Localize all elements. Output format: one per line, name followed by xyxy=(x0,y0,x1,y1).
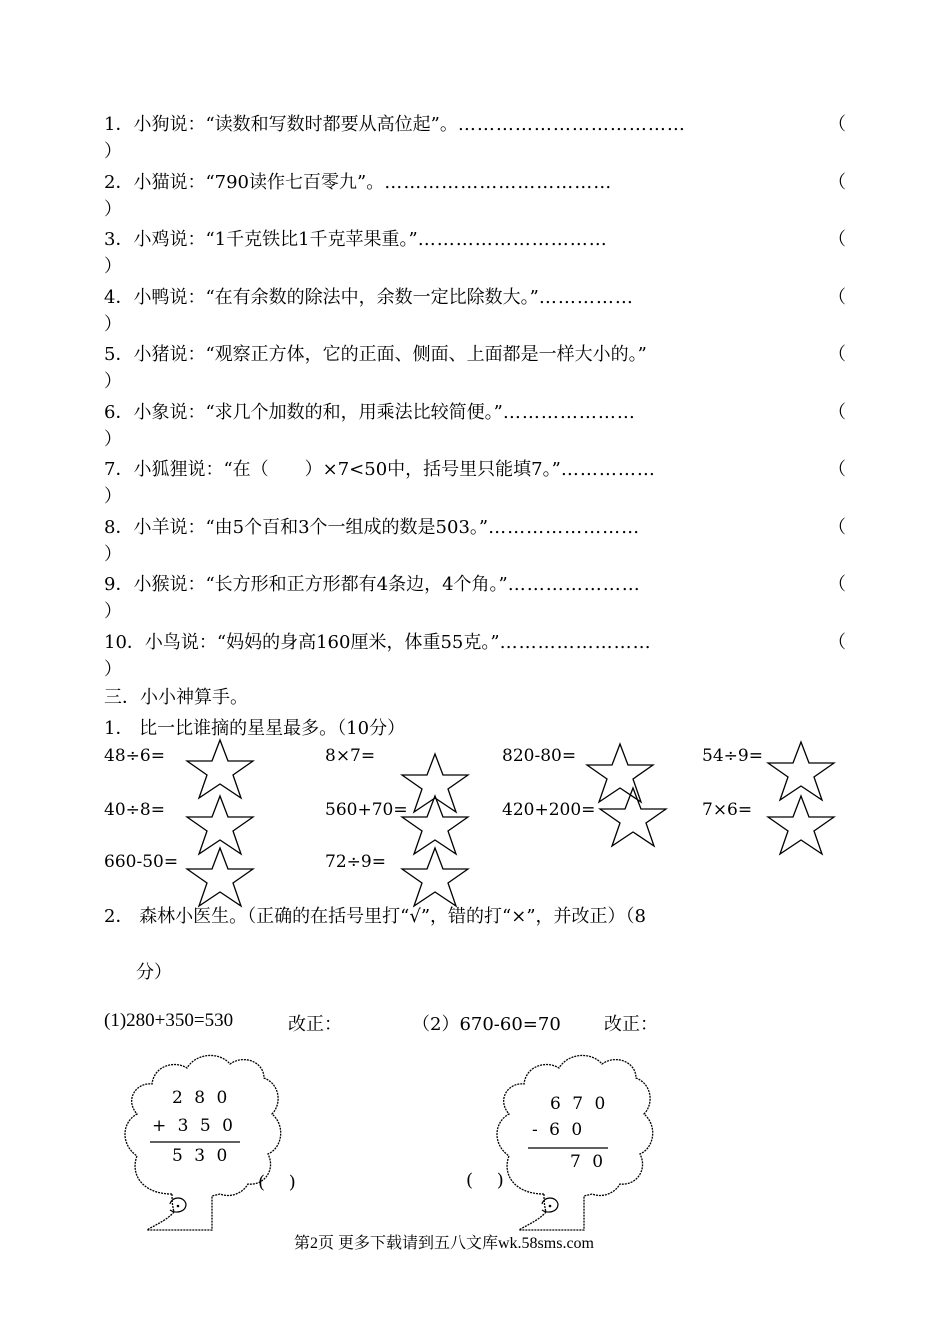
tree-outline-icon xyxy=(484,1044,664,1244)
item-2-correction-label: 改正： xyxy=(604,1014,658,1035)
question-2-title: 2． 森林小医生。（正确的在括号里打“√”，错的打“×”，并改正）（8 xyxy=(104,906,646,927)
tree-1-row-3: 5 3 0 xyxy=(172,1146,231,1166)
star-expr-8: 7×6= xyxy=(702,800,753,820)
item-1-correction-label: 改正： xyxy=(288,1014,342,1035)
answer-paren-close[interactable]: ） xyxy=(104,429,122,450)
page-footer: 第2页 更多下载请到五八文库wk.58sms.com xyxy=(294,1235,595,1252)
answer-paren-close[interactable]: ） xyxy=(104,601,122,622)
star-expr-5: 40÷8= xyxy=(104,800,165,820)
star-icon xyxy=(766,740,836,802)
answer-paren-close[interactable]: ） xyxy=(104,256,122,277)
answer-paren-open[interactable]: （ xyxy=(828,344,846,365)
tree-1-row-2: + 3 5 0 xyxy=(152,1116,236,1136)
leader-dots: …………………… xyxy=(488,517,641,538)
star-icon xyxy=(400,846,470,908)
judgment-statement: 6．小象说：“求几个加数的和，用乘法比较简便。”………………… xyxy=(104,402,636,423)
judgment-statement: 10．小鸟说：“妈妈的身高160厘米，体重55克。”…………………… xyxy=(104,632,652,653)
judgment-statement: 7．小狐狸说：“在（ ）×7<50中，括号里只能填7。”…………… xyxy=(104,459,656,480)
question-1-title: 1． 比一比谁摘的星星最多。（10分） xyxy=(104,718,406,739)
judgment-statement: 5．小猪说：“观察正方体，它的正面、侧面、上面都是一样大小的。” xyxy=(104,344,647,365)
star-expr-6: 560+70= xyxy=(325,800,408,820)
judgment-statement: 2．小猫说：“790读作七百零九”。……………………………… xyxy=(104,172,613,193)
star-expr-3: 820-80= xyxy=(502,746,577,766)
tree-1-row-1: 2 8 0 xyxy=(172,1088,231,1108)
leader-dots: ……………………………… xyxy=(457,114,686,135)
item-1-expression: (1)280+350=530 xyxy=(104,1010,234,1031)
answer-paren-open[interactable]: （ xyxy=(828,287,846,308)
answer-paren-open[interactable]: （ xyxy=(828,172,846,193)
star-expr-1: 48÷6= xyxy=(104,746,165,766)
judgment-statement: 4．小鸭说：“在有余数的除法中，余数一定比除数大。”…………… xyxy=(104,287,634,308)
judgment-statement: 3．小鸡说：“1千克铁比1千克苹果重。”………………………… xyxy=(104,229,608,250)
leader-dots: ………………………… xyxy=(417,229,608,250)
tree-outline-icon xyxy=(112,1044,292,1244)
leader-dots: …………………… xyxy=(499,632,652,653)
star-icon xyxy=(185,738,255,800)
leader-dots: …………… xyxy=(538,287,634,308)
answer-paren-close[interactable]: ） xyxy=(104,314,122,335)
star-expr-9: 660-50= xyxy=(104,852,179,872)
section-title: 三．小小神算手。 xyxy=(104,687,248,708)
answer-paren-close[interactable]: ） xyxy=(104,141,122,162)
star-icon xyxy=(185,846,255,908)
answer-paren-open[interactable]: （ xyxy=(828,574,846,595)
answer-paren-close[interactable]: ） xyxy=(104,199,122,220)
star-icon xyxy=(598,786,668,848)
answer-paren-open[interactable]: （ xyxy=(828,632,846,653)
tree-2-row-3: 7 0 xyxy=(570,1152,607,1172)
star-expr-10: 72÷9= xyxy=(325,852,386,872)
leader-dots: ……………………………… xyxy=(384,172,613,193)
answer-paren-open[interactable]: （ xyxy=(828,114,846,135)
leader-dots: ………………… xyxy=(507,574,641,595)
tree-2-row-2: - 6 0 xyxy=(532,1120,586,1140)
answer-paren-open[interactable]: （ xyxy=(828,459,846,480)
answer-paren-open[interactable]: （ xyxy=(828,402,846,423)
answer-paren-open[interactable]: （ xyxy=(828,229,846,250)
tree-2-row-1: 6 7 0 xyxy=(550,1094,609,1114)
star-icon xyxy=(766,794,836,856)
tree-2-answer-paren[interactable]: ( ) xyxy=(466,1170,504,1191)
answer-paren-close[interactable]: ） xyxy=(104,659,122,680)
question-2-title-cont: 分） xyxy=(136,962,172,983)
tree-1-answer-paren[interactable]: ( ) xyxy=(258,1172,296,1193)
answer-paren-close[interactable]: ） xyxy=(104,544,122,565)
answer-paren-close[interactable]: ） xyxy=(104,371,122,392)
star-expr-4: 54÷9= xyxy=(702,746,763,766)
judgment-statement: 8．小羊说：“由5个百和3个一组成的数是503。”…………………… xyxy=(104,517,641,538)
item-2-expression: （2）670-60=70 xyxy=(412,1014,561,1035)
star-expr-7: 420+200= xyxy=(502,800,596,820)
answer-paren-open[interactable]: （ xyxy=(828,517,846,538)
judgment-statement: 9．小猴说：“长方形和正方形都有4条边，4个角。”………………… xyxy=(104,574,641,595)
judgment-statement: 1．小狗说：“读数和写数时都要从高位起”。……………………………… xyxy=(104,114,686,135)
leader-dots: ………………… xyxy=(502,402,636,423)
star-expr-2: 8×7= xyxy=(325,746,376,766)
leader-dots: …………… xyxy=(560,459,656,480)
answer-paren-close[interactable]: ） xyxy=(104,486,122,507)
